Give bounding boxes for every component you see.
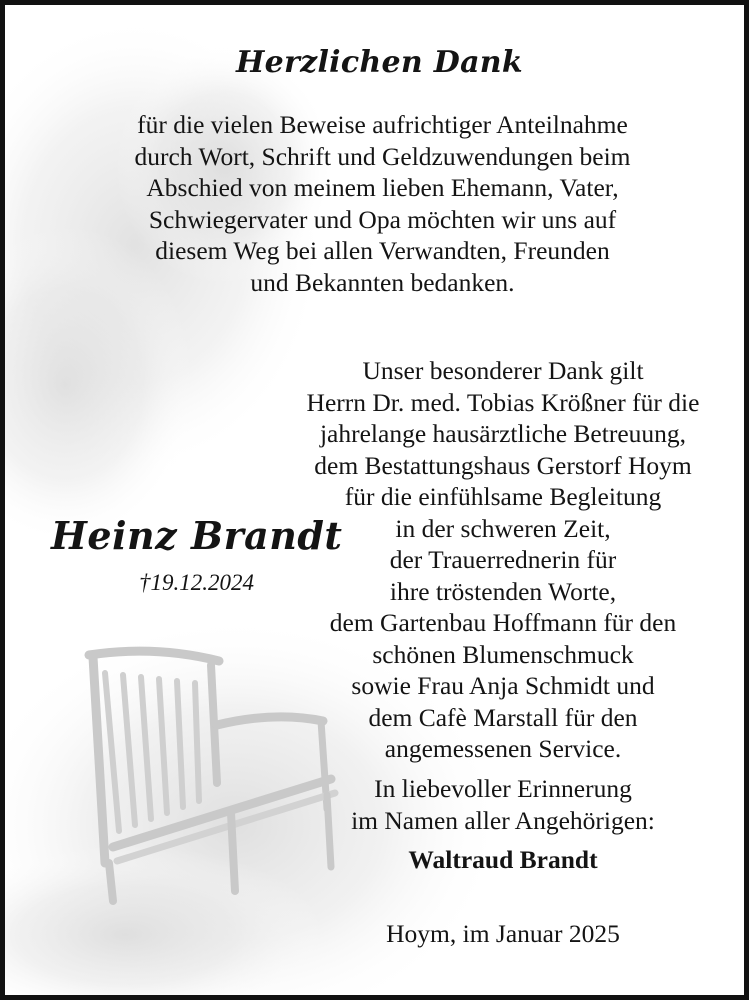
thanks-line: Unser besonderer Dank gilt [362, 356, 644, 385]
intro-line: diesem Weg bei allen Verwandten, Freunden [155, 236, 610, 265]
closing-line: In liebevoller Erinnerung [374, 774, 632, 803]
thanks-line: sowie Frau Anja Schmidt und [351, 671, 655, 700]
intro-line: und Bekannten bedanken. [250, 267, 515, 297]
thanks-line: ihre tröstenden Worte, [389, 576, 617, 606]
thanks-line: schönen Blumenschmuck [372, 639, 634, 669]
intro-line: durch Wort, Schrift und Geldzuwendungen beim [134, 141, 631, 171]
heading: Herzlichen Dank [235, 45, 524, 80]
thanks-line: angemessenen Service. [384, 734, 622, 763]
thanks-line: dem Gartenbau Hoffmann für den [329, 608, 677, 637]
thanks-line: Herrn Dr. med. Tobias Krößner für die [306, 387, 700, 417]
place-and-date: Hoym, im Januar 2025 [386, 919, 620, 948]
thanks-line: dem Bestattungshaus Gerstorf Hoym [314, 450, 692, 480]
thanks-line: der Trauerrednerin für [389, 545, 617, 574]
special-thanks-paragraph [273, 355, 733, 765]
intro-line: Abschied von meinem lieben Ehemann, Vater, [146, 173, 619, 202]
closing-paragraph [273, 773, 733, 876]
closing-line: im Namen aller Angehörigen: [351, 805, 655, 835]
thanks-line: jahrelange hausärztliche Betreuung, [319, 419, 687, 448]
intro-paragraph [65, 109, 700, 298]
death-date: †19.12.2024 [139, 570, 254, 595]
intro-line: Schwiegervater und Opa möchten wir uns auf [148, 204, 617, 234]
intro-line: für die vielen Beweise aufrichtiger Anteilnahme [137, 110, 628, 139]
thanks-line: in der schweren Zeit, [395, 513, 611, 543]
thanks-line: dem Cafè Marstall für den [368, 702, 638, 732]
signer-name: Waltraud Brandt [408, 845, 598, 874]
deceased-name: Heinz Brandt [51, 513, 343, 558]
thanks-line: für die einfühlsame Begleitung [344, 482, 662, 511]
